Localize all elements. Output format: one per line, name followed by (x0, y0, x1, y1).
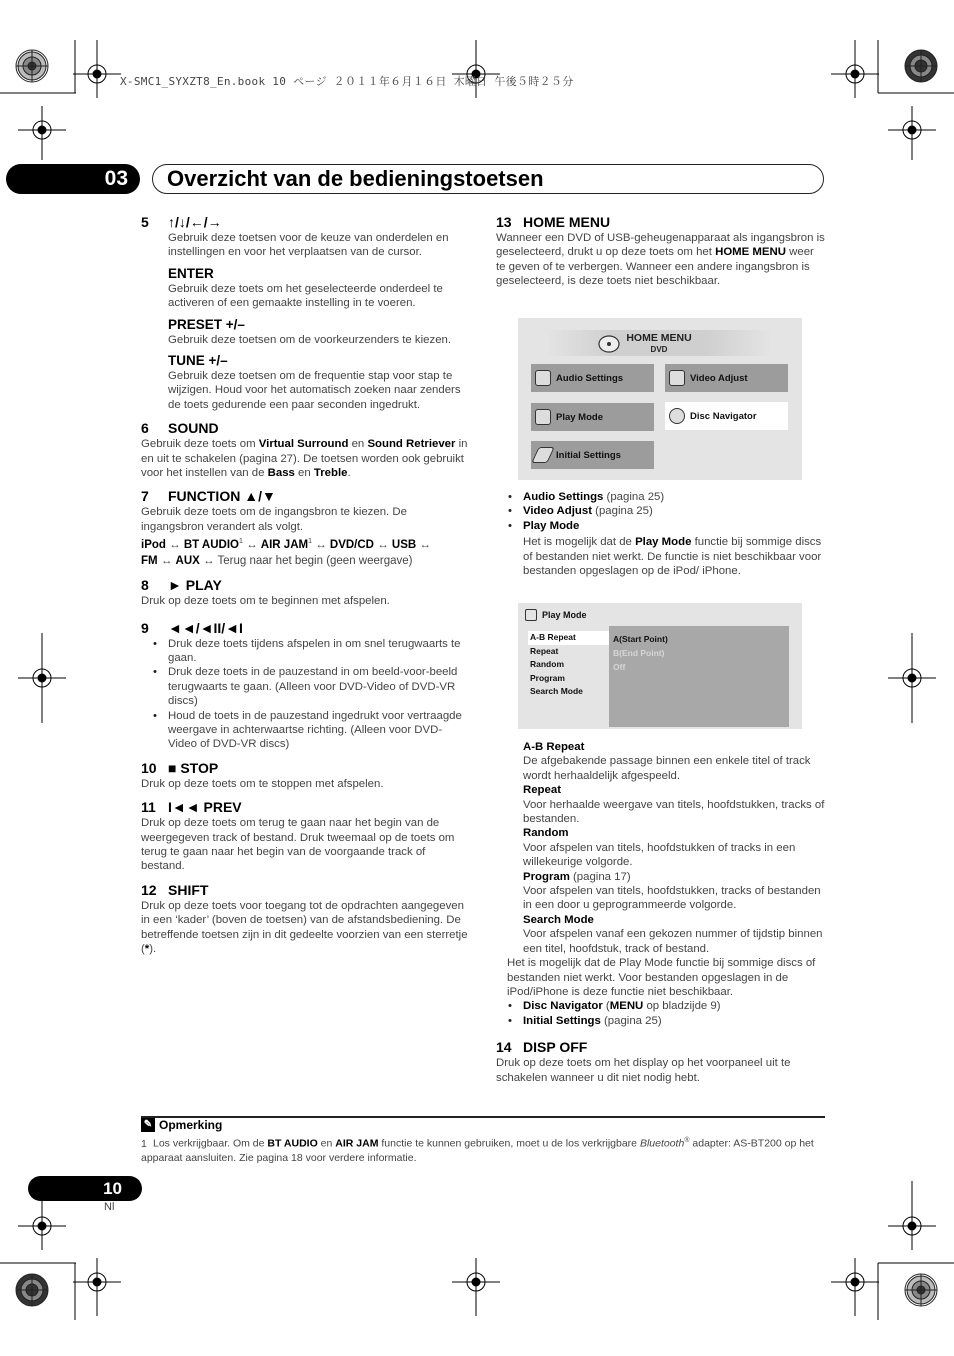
section-7-text: Gebruik deze toets om de ingangsbron te kiezen. De ingangsbron verandert als volgt. (141, 506, 407, 533)
disc-icon (598, 334, 620, 354)
play-mode-descriptions (496, 740, 826, 1085)
section-13-heading: 13 HOME MENU (496, 214, 611, 230)
section-8-text: Druk op deze toets om te beginnen met afspelen. (141, 595, 390, 608)
mode-text: De afgebakende passage binnen een enkele titel of track wordt herhaaldelijk afgespeeld. (523, 755, 811, 782)
play-mode-note: Het is mogelijk dat de Play Mode functie bij sommige discs of bestanden niet werkt. Voor bestanden opgeslagen in de iPod/iPhone is deze functie niet beschikbaar. (507, 957, 816, 998)
list-item[interactable]: Search Mode (530, 686, 583, 697)
monitor-icon (669, 370, 685, 386)
section-9-list (168, 637, 469, 752)
menu-initial-settings[interactable]: Initial Settings (531, 441, 654, 469)
section-5-text: Gebruik deze toetsen voor de keuze van onderdelen en instellingen en voor het verplaatsen van de cursor. (168, 232, 449, 259)
tune-text: Gebruik deze toetsen om de frequentie stap voor stap te wijzigen. Houd voor het automatisch zoeken naar zenders de toets gedurende een paar seconden ingedrukt. (168, 370, 461, 411)
note-heading: ✎ Opmerking (141, 1118, 222, 1132)
section-12-heading: 12 SHIFT (141, 881, 209, 898)
mode-text: Voor afspelen van titels, hoofdstukken, tracks of bestanden in een door u geprogrammeerde volgorde. (523, 885, 821, 912)
section-5-heading: 5 ↑/↓/←/→ (141, 214, 222, 230)
option-off: Off (613, 662, 626, 672)
section-14-heading: 14 DISP OFF (496, 1039, 588, 1056)
play-mode-list (528, 631, 610, 699)
mode-name: Random (523, 827, 569, 840)
home-menu-screenshot (518, 318, 802, 480)
mode-name: Repeat (523, 784, 561, 797)
list-item[interactable]: A-B Repeat (528, 631, 610, 645)
section-13-text: Wanneer een DVD of USB-geheugenapparaat als ingangsbron is geselecteerd, drukt u op deze toets om het HOME MENU weer te geven of te verbergen. Wanneer een andere ingangsbron is geselecteerd, is deze toets niet beschikbaar. (496, 232, 825, 288)
option-start-point[interactable]: A(Start Point) (613, 634, 668, 644)
list-item: • Druk deze toets tijdens afspelen in om snel terugwaarts te gaan. (168, 637, 469, 666)
mode-name: A-B Repeat (523, 741, 585, 753)
footnote-text: 1 Los verkrijgbaar. Om de BT AUDIO en AIR JAM functie te kunnen gebruiken, moet u de los verkrijgbare Bluetooth® adapter: AS-BT200 op het apparaat aansluiten. Zie pagina 18 voor verdere informatie. (141, 1137, 814, 1164)
section-10-heading: 10 ■ STOP (141, 759, 219, 776)
speaker-icon (535, 370, 551, 386)
mode-text: Voor afspelen vanaf een gekozen nummer of tijdstip binnen een titel, hoofdstuk, track of bestand. (523, 928, 823, 955)
play-mode-options-panel (609, 626, 789, 727)
play-mode-text: Het is mogelijk dat de Play Mode functie bij sommige discs of bestanden niet werkt. De functie is niet beschikbaar voor bestanden opgeslagen op de iPod/ iPhone. (523, 536, 822, 578)
page-number: 10 (28, 1176, 142, 1201)
list-item[interactable]: Program (530, 672, 565, 683)
enter-text: Gebruik deze toets om het geselecteerde onderdeel te activeren of een gemaakte instelling in te voeren. (168, 282, 443, 310)
disc-navigator-icon (669, 408, 685, 424)
mode-name: Program (pagina 17) (523, 870, 631, 883)
enter-heading: ENTER (168, 265, 214, 281)
list-item: • Houd de toets in de pauzestand ingedrukt voor vertraagde weergave in achterwaartse richting. (Alleen voor DVD-Video of DVD-VR discs) (168, 709, 469, 752)
menu-play-mode[interactable]: Play Mode (531, 403, 654, 431)
settings-icon (531, 447, 554, 463)
play-mode-icon (525, 609, 537, 621)
mode-text: Voor afspelen van titels, hoofdstukken of tracks in een willekeurige volgorde. (523, 841, 796, 869)
section-11-text: Druk op deze toets om terug te gaan naar het begin van de weergegeven track of bestand. Druk tweemaal op de toets om terug te gaan naar het begin van de voorgaande track of bestand. (141, 817, 455, 873)
section-9-heading: 9 ◄◄/◄II/◄I (141, 619, 243, 636)
section-8-heading: 8 ► PLAY (141, 577, 222, 594)
play-mode-label: Play Mode (525, 609, 587, 621)
list-item: • Video Adjust (pagina 25) (523, 504, 826, 518)
input-source-chain: iPod ↔ BT AUDIO$^1$ ↔ AIR JAM$^1$ ↔ DVD/CD ↔ USB ↔ FM ↔ AUX ↔ Terug naar het begin (geen weergave) (141, 538, 431, 568)
list-item: • Initial Settings (pagina 25) (523, 1014, 826, 1028)
chapter-title: Overzicht van de bedieningstoetsen (152, 164, 824, 194)
preset-text: Gebruik deze toetsen om de voorkeurzenders te kiezen. (168, 333, 452, 346)
section-7-heading: 7 FUNCTION ▲/▼ (141, 488, 276, 505)
list-item[interactable]: Random (530, 659, 564, 670)
chapter-number: 03 (6, 164, 140, 194)
left-column (141, 213, 469, 956)
mode-text: Voor herhaalde weergave van titels, hoofdstukken, tracks of bestanden. (523, 798, 825, 826)
preset-heading: PRESET +/– (168, 316, 245, 332)
tune-heading: TUNE +/– (168, 353, 228, 369)
print-header: X-SMC1_SYXZT8_En.book 10 ページ ２０１１年６月１６日 木曜日 午後５時２５分 (120, 75, 574, 88)
play-mode-icon (535, 409, 551, 425)
pencil-icon: ✎ (141, 1118, 155, 1132)
list-item: • Audio Settings (pagina 25) (523, 490, 826, 504)
right-column (496, 213, 826, 289)
list-item[interactable]: Repeat (530, 645, 559, 656)
section-12-text: Druk op deze toets voor toegang tot de opdrachten aangegeven in een ‘kader’ (boven de toetsen) van de afstandsbediening. De betreffende toetsen zijn in dit gedeelte voorzien van een sterretje (*). (141, 899, 468, 956)
section-11-heading: 11 I◄◄ PREV (141, 799, 242, 816)
note-divider (141, 1116, 825, 1118)
section-6-heading: 6 SOUND (141, 420, 219, 437)
section-10-text: Druk op deze toets om te stoppen met afspelen. (141, 777, 384, 790)
menu-video-adjust[interactable]: Video Adjust (665, 364, 788, 392)
home-menu-options (496, 490, 826, 578)
section-14-text: Druk op deze toets om het display op het voorpaneel uit te schakelen wanneer u dit niet nodig hebt. (496, 1057, 791, 1084)
home-menu-title: HOME MENU DVD (546, 330, 772, 356)
section-6-text: Gebruik deze toets om Virtual Surround en Sound Retriever in en uit te schakelen (pagina 27). De toetsen worden ook gebruikt voor het instellen van de Bass en Treble. (141, 438, 468, 480)
list-item: • Druk deze toets in de pauzestand in om beeld-voor-beeld terugwaarts te gaan. (Alleen voor DVD-Video of DVD-VR discs) (168, 665, 469, 708)
play-mode-screenshot (518, 603, 802, 729)
list-item: • Disc Navigator (MENU op bladzijde 9) (523, 999, 826, 1013)
option-end-point: B(End Point) (613, 648, 665, 658)
mode-name: Search Mode (523, 913, 594, 926)
language-code: Nl (104, 1201, 115, 1213)
menu-audio-settings[interactable]: Audio Settings (531, 364, 654, 392)
list-item: • Play Mode (523, 519, 826, 533)
menu-disc-navigator[interactable]: Disc Navigator (665, 402, 788, 430)
